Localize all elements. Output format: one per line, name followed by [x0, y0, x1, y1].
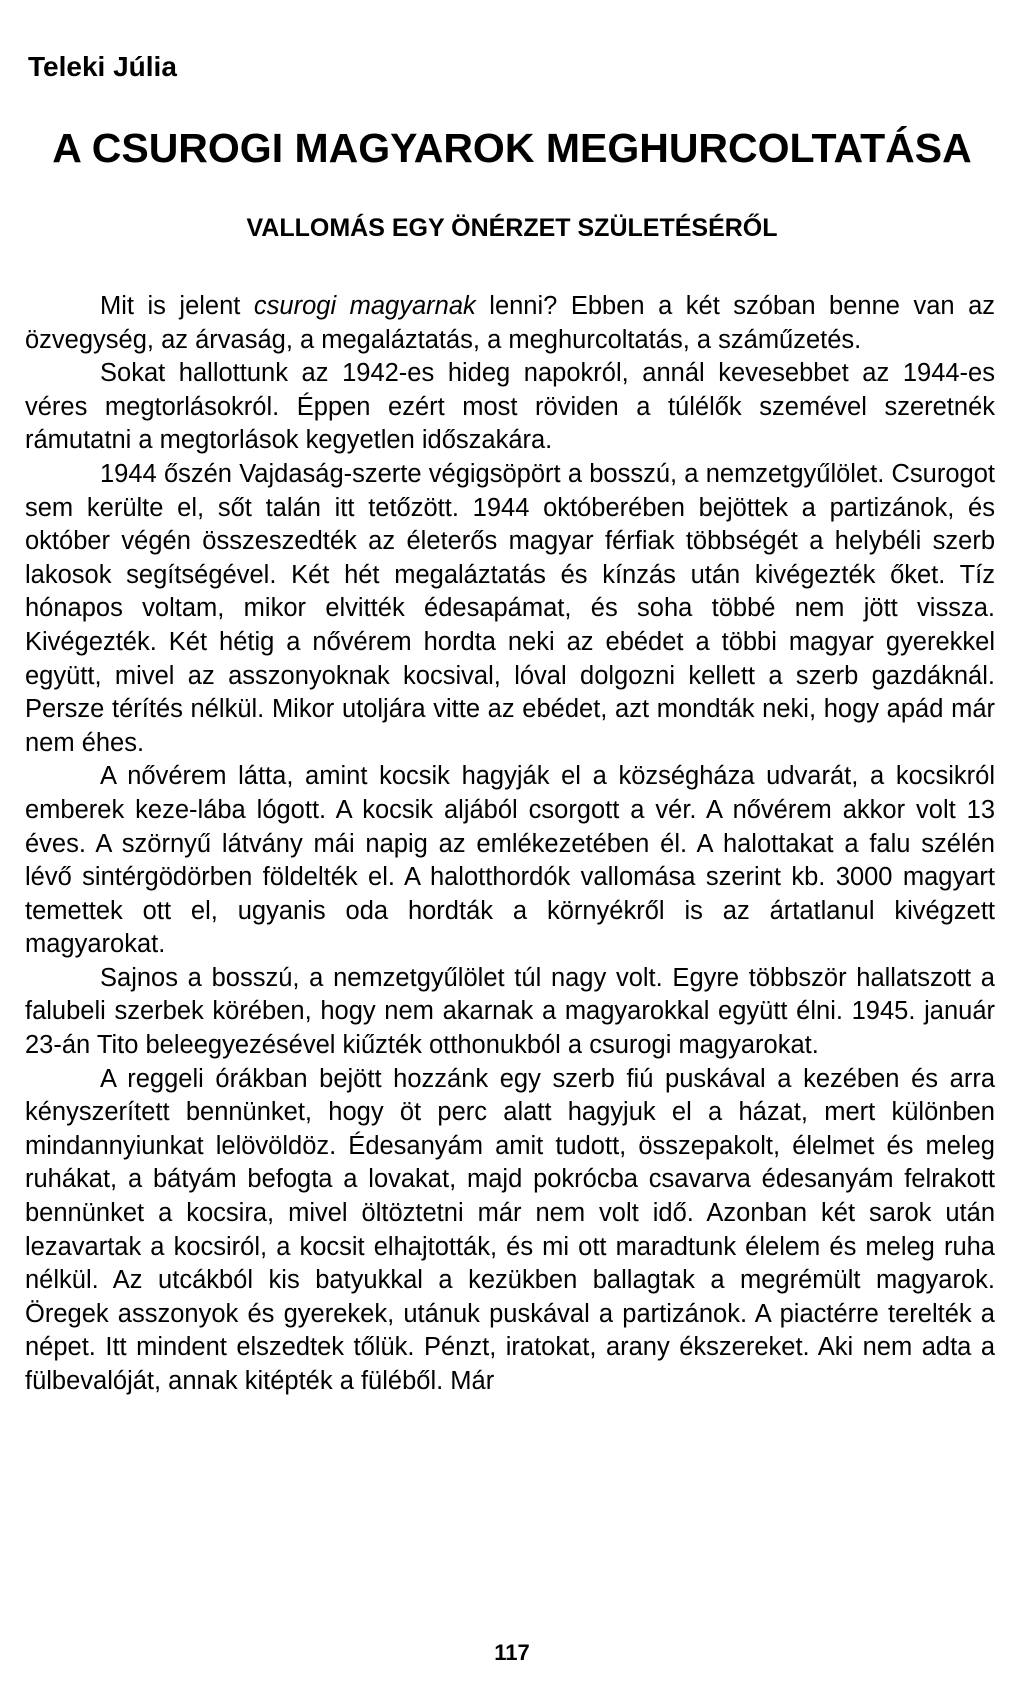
author-name: Teleki Júlia: [28, 51, 177, 82]
paragraph-1: [25, 290, 995, 357]
page-number: 117: [494, 1640, 530, 1665]
article-body: [25, 290, 995, 1399]
paragraph-6: A reggeli órákban bejött hozzánk egy szerb fiú puskával a kezében és arra kényszerített bennünket, hogy öt perc alatt hagyjuk el a házat, mert különben mindannyiunkat lelövöldöz. Édesanyám amit tudott, összepakolt, élelmet és meleg ruhákat, a bátyám befogta a lovakat, majd pokrócba csavarva édesanyám felrakott bennünket a kocsira, mivel öltöztetni már nem volt idő. Azonban két sarok után lezavartak a kocsiról, a kocsit elhajtották, és mi ott maradtunk élelem és meleg ruha nélkül. Az utcákból kis batyukkal a kezükben ballagtak a megrémült magyarok. Öregek asszonyok és gyerekek, utánuk puskával a partizánok. A piactérre terelték a népet. Itt mindent elszedtek tőlük. Pénzt, iratokat, arany ékszereket. Aki nem adta a fülbevalóját, annak kitépték a füléből. Már: [25, 1064, 995, 1395]
paragraph-1-start: Mit is jelent: [100, 292, 254, 320]
paragraph-3: 1944 őszén Vajdaság-szerte végigsöpört a bosszú, a nemzetgyűlölet. Csurogot sem kerülte el, sőt talán itt tetőzött. 1944 októberében bejöttek a partizánok, és október végén összeszedték az életerős magyar férfiak többségét a helybéli szerb lakosok segítségével. Két hét megaláztatás és kínzás után kivégezték őket. Tíz hónapos voltam, mikor elvitték édesapámat, és soha többé nem jött vissza. Kivégezték. Két hétig a nővérem hordta neki az ebédet a többi magyar gyerekkel együtt, mivel az asszonyoknak kocsival, lóval dolgozni kellett a szerb gazdáknál. Persze térítés nélkül. Mikor utoljára vitte az ebédet, azt mondták neki, hogy apád már nem éhes.: [25, 459, 995, 757]
paragraph-4: A nővérem látta, amint kocsik hagyják el a községháza udvarát, a kocsikról emberek keze-lába lógott. A kocsik aljából csorgott a vér. A nővérem akkor volt 13 éves. A szörnyű látvány mái napig az emlékezetében él. A halottakat a falu szélén lévő sintérgödörben földelték el. A halotthordók vallomása szerint kb. 3000 magyart temettek ott el, ugyanis oda hordták a környékről is az ártatlanul kivégzett magyarokat.: [25, 762, 995, 959]
paragraph-1-end: lenni? Ebben a két szóban benne van az özvegység, az árvaság, a megaláztatás, a meghurcoltatás, a száműzetés.: [25, 292, 996, 354]
article-title: A CSUROGI MAGYAROK MEGHURCOLTATÁSA: [52, 125, 972, 171]
paragraph-2: Sokat hallottunk az 1942-es hideg napokról, annál kevesebbet az 1944-es véres megtorlásokról. Éppen ezért most röviden a túlélők szemével szeretnék rámutatni a megtorlások kegyetlen időszakára.: [25, 359, 995, 455]
paragraph-5: Sajnos a bosszú, a nemzetgyűlölet túl nagy volt. Egyre többször hallatszott a falubeli szerbek körében, hogy nem akarnak a magyarokkal együtt élni. 1945. január 23-án Tito beleegyezésével kiűzték otthonukból a csurogi magyarokat.: [25, 963, 995, 1060]
emphasized-phrase: csurogi magyarnak: [253, 292, 476, 320]
article-subtitle: VALLOMÁS EGY ÖNÉRZET SZÜLETÉSÉRŐL: [246, 214, 778, 242]
